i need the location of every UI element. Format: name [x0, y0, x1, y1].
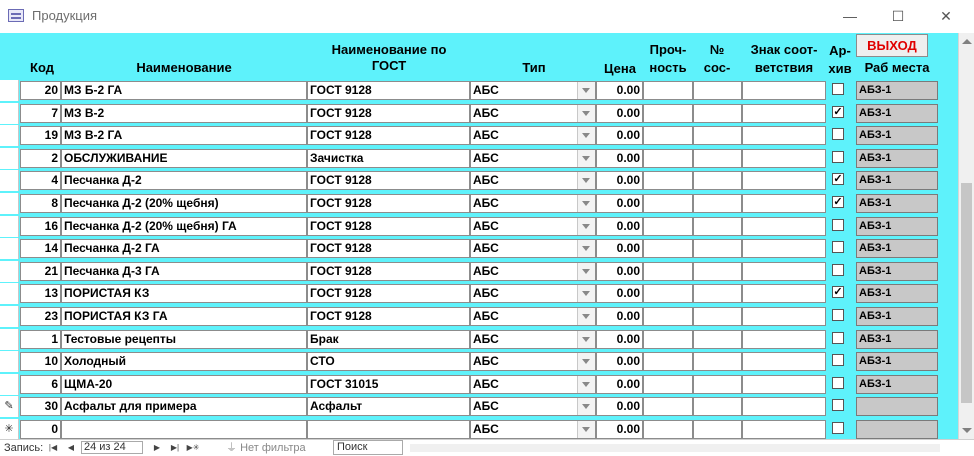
price-field[interactable]: 0.00	[596, 104, 643, 123]
type-combo[interactable]	[470, 239, 596, 258]
header-sign-line2: ветствия	[754, 60, 814, 75]
composition-number-field[interactable]	[693, 262, 742, 281]
composition-number-field[interactable]	[693, 104, 742, 123]
dropdown-arrow-icon[interactable]	[577, 353, 595, 370]
record-selector[interactable]	[0, 148, 19, 169]
record-selector[interactable]	[0, 125, 19, 146]
record-selector[interactable]	[0, 261, 19, 282]
archive-checkbox[interactable]	[832, 83, 844, 95]
record-selector[interactable]	[0, 374, 19, 395]
workplace-field[interactable]: АБЗ-1	[856, 149, 938, 168]
workplace-field[interactable]: АБЗ-1	[856, 81, 938, 100]
table-row	[0, 351, 958, 374]
record-selector[interactable]	[0, 103, 19, 124]
gost-field[interactable]: ГОСТ 9128	[307, 194, 470, 213]
scroll-down-icon[interactable]	[962, 428, 972, 433]
price-field[interactable]: 0.00	[596, 375, 643, 394]
vertical-scrollbar[interactable]	[958, 33, 974, 439]
name-field[interactable]: Тестовые рецепты	[61, 330, 307, 349]
strength-field[interactable]	[643, 307, 693, 326]
type-value: АБС	[473, 173, 499, 188]
edit-pencil-icon[interactable]: ✎	[0, 396, 19, 417]
first-record-icon[interactable]: |◀	[48, 443, 58, 452]
workplace-field[interactable]	[856, 420, 938, 439]
table-row	[0, 329, 958, 352]
archive-checkbox[interactable]: ✓	[833, 196, 843, 208]
price-field[interactable]: 0.00	[596, 81, 643, 100]
table-row	[0, 238, 958, 261]
minimize-button[interactable]: —	[843, 8, 857, 24]
gost-field[interactable]: ГОСТ 9128	[307, 171, 470, 190]
code-field[interactable]: 4	[20, 171, 61, 190]
type-value: АБС	[473, 263, 499, 278]
composition-number-field[interactable]	[693, 330, 742, 349]
workplace-field[interactable]	[856, 397, 938, 416]
header-strength-line2: ность	[649, 60, 687, 75]
composition-number-field[interactable]	[693, 194, 742, 213]
header-workplace: Раб места	[864, 60, 930, 75]
price-field[interactable]: 0.00	[596, 307, 643, 326]
header-gost-line1: Наименование по	[331, 42, 447, 57]
type-value: АБС	[473, 105, 499, 120]
dropdown-arrow-icon[interactable]	[577, 105, 595, 122]
composition-number-field[interactable]	[693, 375, 742, 394]
name-field[interactable]: МЗ В-2	[61, 104, 307, 123]
price-field[interactable]: 0.00	[596, 397, 643, 416]
gost-field[interactable]: ГОСТ 9128	[307, 126, 470, 145]
record-selector[interactable]	[0, 216, 19, 237]
price-field[interactable]: 0.00	[596, 149, 643, 168]
type-combo[interactable]	[470, 194, 596, 213]
price-field[interactable]: 0.00	[596, 217, 643, 236]
code-field[interactable]: 23	[20, 307, 61, 326]
close-button[interactable]: ✕	[940, 8, 952, 24]
code-field[interactable]: 16	[20, 217, 61, 236]
dropdown-arrow-icon[interactable]	[577, 308, 595, 325]
composition-number-field[interactable]	[693, 171, 742, 190]
archive-checkbox[interactable]: ✓	[833, 105, 843, 118]
header-number-line2: сос-	[703, 60, 731, 75]
header-price: Цена	[604, 61, 636, 76]
workplace-field[interactable]: АБЗ-1	[856, 307, 938, 326]
name-field[interactable]: Асфальт для примера	[61, 397, 307, 416]
conformity-sign-field[interactable]	[742, 375, 826, 394]
name-field[interactable]: Песчанка Д-2 (20% щебня)	[61, 194, 307, 213]
dropdown-arrow-icon[interactable]	[577, 263, 595, 280]
name-field[interactable]	[61, 420, 307, 439]
header-type: Тип	[522, 60, 546, 75]
type-value: АБС	[473, 354, 499, 369]
workplace-field[interactable]: АБЗ-1	[856, 330, 938, 349]
code-field[interactable]: 14	[20, 239, 61, 258]
code-field[interactable]: 0	[20, 420, 61, 439]
archive-checkbox[interactable]	[832, 241, 844, 253]
table-row	[0, 419, 958, 439]
table-row	[0, 306, 958, 329]
type-value: АБС	[473, 241, 499, 256]
gost-field[interactable]: ГОСТ 9128	[307, 217, 470, 236]
prev-record-icon[interactable]: ◀	[67, 443, 75, 452]
archive-checkbox[interactable]: ✓	[833, 173, 843, 186]
table-row	[0, 125, 958, 148]
strength-field[interactable]	[643, 194, 693, 213]
code-field[interactable]: 10	[20, 352, 61, 371]
name-field[interactable]: Песчанка Д-3 ГА	[61, 262, 307, 281]
code-field[interactable]: 8	[20, 194, 61, 213]
code-field[interactable]: 21	[20, 262, 61, 281]
composition-number-field[interactable]	[693, 397, 742, 416]
gost-field[interactable]: ГОСТ 31015	[307, 375, 470, 394]
dropdown-arrow-icon[interactable]	[577, 82, 595, 99]
archive-checkbox[interactable]	[832, 264, 844, 276]
archive-checkbox[interactable]	[832, 377, 844, 389]
strength-field[interactable]	[643, 149, 693, 168]
conformity-sign-field[interactable]	[742, 217, 826, 236]
type-combo[interactable]	[470, 330, 596, 349]
archive-checkbox[interactable]	[832, 422, 844, 434]
gost-field[interactable]: СТО	[307, 352, 470, 371]
conformity-sign-field[interactable]	[742, 171, 826, 190]
table-row	[0, 216, 958, 239]
strength-field[interactable]	[643, 239, 693, 258]
table-row	[0, 80, 958, 103]
name-field[interactable]: ПОРИСТАЯ КЗ ГА	[61, 307, 307, 326]
record-selector[interactable]	[0, 329, 19, 350]
gost-field[interactable]: ГОСТ 9128	[307, 262, 470, 281]
archive-checkbox[interactable]	[832, 354, 844, 366]
header-name: Наименование	[136, 60, 232, 75]
header-strength-line1: Проч-	[649, 42, 687, 57]
type-combo[interactable]	[470, 420, 596, 439]
dropdown-arrow-icon[interactable]	[577, 150, 595, 167]
workplace-field[interactable]: АБЗ-1	[856, 217, 938, 236]
type-value: АБС	[473, 331, 499, 346]
search-input[interactable]: Поиск	[333, 440, 403, 455]
strength-field[interactable]	[643, 420, 693, 439]
new-record-icon[interactable]: ✳	[0, 419, 19, 439]
header-sign-line1: Знак соот-	[750, 42, 818, 57]
gost-field[interactable]: ГОСТ 9128	[307, 104, 470, 123]
table-row	[0, 170, 958, 193]
type-combo[interactable]	[470, 104, 596, 123]
code-field[interactable]: 2	[20, 149, 61, 168]
dropdown-arrow-icon[interactable]	[577, 240, 595, 257]
workplace-field[interactable]: АБЗ-1	[856, 194, 938, 213]
code-field[interactable]: 13	[20, 284, 61, 303]
name-field[interactable]: ЩМА-20	[61, 375, 307, 394]
archive-checkbox[interactable]	[832, 128, 844, 140]
name-field[interactable]: Песчанка Д-2	[61, 171, 307, 190]
products-form	[0, 33, 958, 439]
conformity-sign-field[interactable]	[742, 397, 826, 416]
workplace-field[interactable]: АБЗ-1	[856, 284, 938, 303]
archive-checkbox[interactable]: ✓	[833, 286, 843, 299]
type-value: АБС	[473, 128, 499, 143]
price-field[interactable]: 0.00	[596, 330, 643, 349]
type-combo[interactable]	[470, 352, 596, 371]
name-field[interactable]: ПОРИСТАЯ КЗ	[61, 284, 307, 303]
strength-field[interactable]	[643, 81, 693, 100]
record-navigation-bar	[0, 439, 974, 456]
name-field[interactable]: Песчанка Д-2 ГА	[61, 239, 307, 258]
gost-field[interactable]: ГОСТ 9128	[307, 284, 470, 303]
archive-checkbox[interactable]	[832, 219, 844, 231]
type-combo[interactable]	[470, 284, 596, 303]
gost-field[interactable]: Асфальт	[307, 397, 470, 416]
strength-field[interactable]	[643, 397, 693, 416]
archive-checkbox[interactable]	[832, 332, 844, 344]
table-row	[0, 148, 958, 171]
record-selector[interactable]	[0, 283, 19, 304]
conformity-sign-field[interactable]	[742, 307, 826, 326]
last-record-icon[interactable]: ▶|	[170, 443, 180, 452]
new-record-icon[interactable]: ▶✳	[186, 443, 200, 452]
conformity-sign-field[interactable]	[742, 352, 826, 371]
workplace-field[interactable]: АБЗ-1	[856, 126, 938, 145]
dropdown-arrow-icon[interactable]	[577, 376, 595, 393]
type-value: АБС	[473, 399, 499, 414]
type-value: АБС	[473, 83, 499, 97]
type-combo[interactable]	[470, 397, 596, 416]
price-field[interactable]: 0.00	[596, 239, 643, 258]
table-row	[0, 374, 958, 397]
composition-number-field[interactable]	[693, 81, 742, 100]
record-label: Запись:	[4, 442, 44, 454]
type-combo[interactable]	[470, 375, 596, 394]
code-field[interactable]: 1	[20, 330, 61, 349]
type-value: АБС	[473, 309, 499, 323]
workplace-field[interactable]: АБЗ-1	[856, 262, 938, 281]
conformity-sign-field[interactable]	[742, 81, 826, 100]
header-number-line1: №	[709, 42, 725, 57]
dropdown-arrow-icon[interactable]	[577, 285, 595, 302]
code-field[interactable]: 7	[20, 104, 61, 123]
name-field[interactable]: МЗ В-2 ГА	[61, 126, 307, 145]
horizontal-scrollbar[interactable]	[410, 444, 940, 452]
strength-field[interactable]	[643, 217, 693, 236]
conformity-sign-field[interactable]	[742, 284, 826, 303]
filter-label: Нет фильтра	[240, 442, 306, 454]
composition-number-field[interactable]	[693, 420, 742, 439]
price-field[interactable]: 0.00	[596, 352, 643, 371]
code-field[interactable]: 30	[20, 397, 61, 416]
name-field[interactable]: Холодный	[61, 352, 307, 371]
table-row	[0, 193, 958, 216]
price-field[interactable]: 0.00	[596, 194, 643, 213]
title-bar	[0, 0, 974, 33]
table-row	[0, 283, 958, 306]
type-combo[interactable]	[470, 217, 596, 236]
gost-field[interactable]: Зачистка	[307, 149, 470, 168]
price-field[interactable]: 0.00	[596, 171, 643, 190]
strength-field[interactable]	[643, 352, 693, 371]
conformity-sign-field[interactable]	[742, 194, 826, 213]
workplace-field[interactable]: АБЗ-1	[856, 375, 938, 394]
composition-number-field[interactable]	[693, 284, 742, 303]
exit-button[interactable]: ВЫХОД	[856, 34, 928, 57]
strength-field[interactable]	[643, 262, 693, 281]
next-record-icon[interactable]: ▶	[153, 443, 161, 452]
dropdown-arrow-icon[interactable]	[577, 195, 595, 212]
archive-checkbox[interactable]	[832, 309, 844, 321]
type-combo[interactable]	[470, 171, 596, 190]
type-value: АБС	[473, 422, 499, 436]
gost-field[interactable]: ГОСТ 9128	[307, 307, 470, 326]
workplace-field[interactable]: АБЗ-1	[856, 171, 938, 190]
scroll-up-icon[interactable]	[962, 39, 972, 44]
conformity-sign-field[interactable]	[742, 149, 826, 168]
table-row	[0, 103, 958, 126]
name-field[interactable]: ОБСЛУЖИВАНИЕ	[61, 149, 307, 168]
strength-field[interactable]	[643, 375, 693, 394]
filter-status[interactable]	[226, 441, 306, 455]
type-combo[interactable]	[470, 126, 596, 145]
conformity-sign-field[interactable]	[742, 330, 826, 349]
composition-number-field[interactable]	[693, 352, 742, 371]
dropdown-arrow-icon[interactable]	[577, 172, 595, 189]
record-number-input[interactable]: 24 из 24	[81, 441, 143, 454]
type-value: АБС	[473, 376, 499, 391]
record-selector[interactable]	[0, 238, 19, 259]
strength-field[interactable]	[643, 284, 693, 303]
name-field[interactable]: Песчанка Д-2 (20% щебня) ГА	[61, 217, 307, 236]
record-selector[interactable]	[0, 170, 19, 191]
archive-checkbox[interactable]	[832, 399, 844, 411]
composition-number-field[interactable]	[693, 149, 742, 168]
type-value: АБС	[473, 218, 499, 233]
table-row	[0, 261, 958, 284]
scroll-thumb[interactable]	[961, 183, 972, 403]
dropdown-arrow-icon[interactable]	[577, 127, 595, 144]
price-field[interactable]: 0.00	[596, 262, 643, 281]
conformity-sign-field[interactable]	[742, 104, 826, 123]
composition-number-field[interactable]	[693, 126, 742, 145]
type-value: АБС	[473, 196, 499, 210]
code-field[interactable]: 6	[20, 375, 61, 394]
composition-number-field[interactable]	[693, 307, 742, 326]
header-archive-line2: хив	[828, 61, 852, 76]
type-combo[interactable]	[470, 149, 596, 168]
workplace-field[interactable]: АБЗ-1	[856, 239, 938, 258]
name-field[interactable]: МЗ Б-2 ГА	[61, 81, 307, 100]
strength-field[interactable]	[643, 104, 693, 123]
gost-field[interactable]: Брак	[307, 330, 470, 349]
conformity-sign-field[interactable]	[742, 420, 826, 439]
type-value: АБС	[473, 150, 499, 165]
composition-number-field[interactable]	[693, 239, 742, 258]
type-value: АБС	[473, 286, 499, 301]
strength-field[interactable]	[643, 126, 693, 145]
price-field[interactable]: 0.00	[596, 284, 643, 303]
dropdown-arrow-icon[interactable]	[577, 331, 595, 348]
gost-field[interactable]: ГОСТ 9128	[307, 239, 470, 258]
conformity-sign-field[interactable]	[742, 262, 826, 281]
record-selector[interactable]	[0, 306, 19, 327]
workplace-field[interactable]: АБЗ-1	[856, 104, 938, 123]
table-row	[0, 396, 958, 419]
record-selector[interactable]	[0, 80, 19, 101]
app-form-icon	[8, 9, 24, 22]
code-field[interactable]: 20	[20, 81, 61, 100]
strength-field[interactable]	[643, 330, 693, 349]
record-selector[interactable]	[0, 351, 19, 372]
price-field[interactable]: 0.00	[596, 420, 643, 439]
type-combo[interactable]	[470, 307, 596, 326]
maximize-button[interactable]: ☐	[891, 8, 905, 24]
archive-checkbox[interactable]	[832, 151, 844, 163]
dropdown-arrow-icon[interactable]	[577, 218, 595, 235]
code-field[interactable]: 19	[20, 126, 61, 145]
header-kod: Код	[30, 60, 54, 75]
price-field[interactable]: 0.00	[596, 126, 643, 145]
conformity-sign-field[interactable]	[742, 239, 826, 258]
type-combo[interactable]	[470, 262, 596, 281]
gost-field[interactable]: ГОСТ 9128	[307, 81, 470, 100]
strength-field[interactable]	[643, 171, 693, 190]
record-selector[interactable]	[0, 193, 19, 214]
conformity-sign-field[interactable]	[742, 126, 826, 145]
type-combo[interactable]	[470, 81, 596, 100]
header-archive-line1: Ар-	[829, 43, 851, 58]
dropdown-arrow-icon[interactable]	[577, 398, 595, 415]
header-gost-line2: ГОСТ	[371, 58, 407, 73]
filter-icon: ⏚	[226, 442, 237, 454]
workplace-field[interactable]: АБЗ-1	[856, 352, 938, 371]
dropdown-arrow-icon[interactable]	[577, 421, 595, 438]
composition-number-field[interactable]	[693, 217, 742, 236]
gost-field[interactable]	[307, 420, 470, 439]
window-title: Продукция	[32, 8, 98, 23]
